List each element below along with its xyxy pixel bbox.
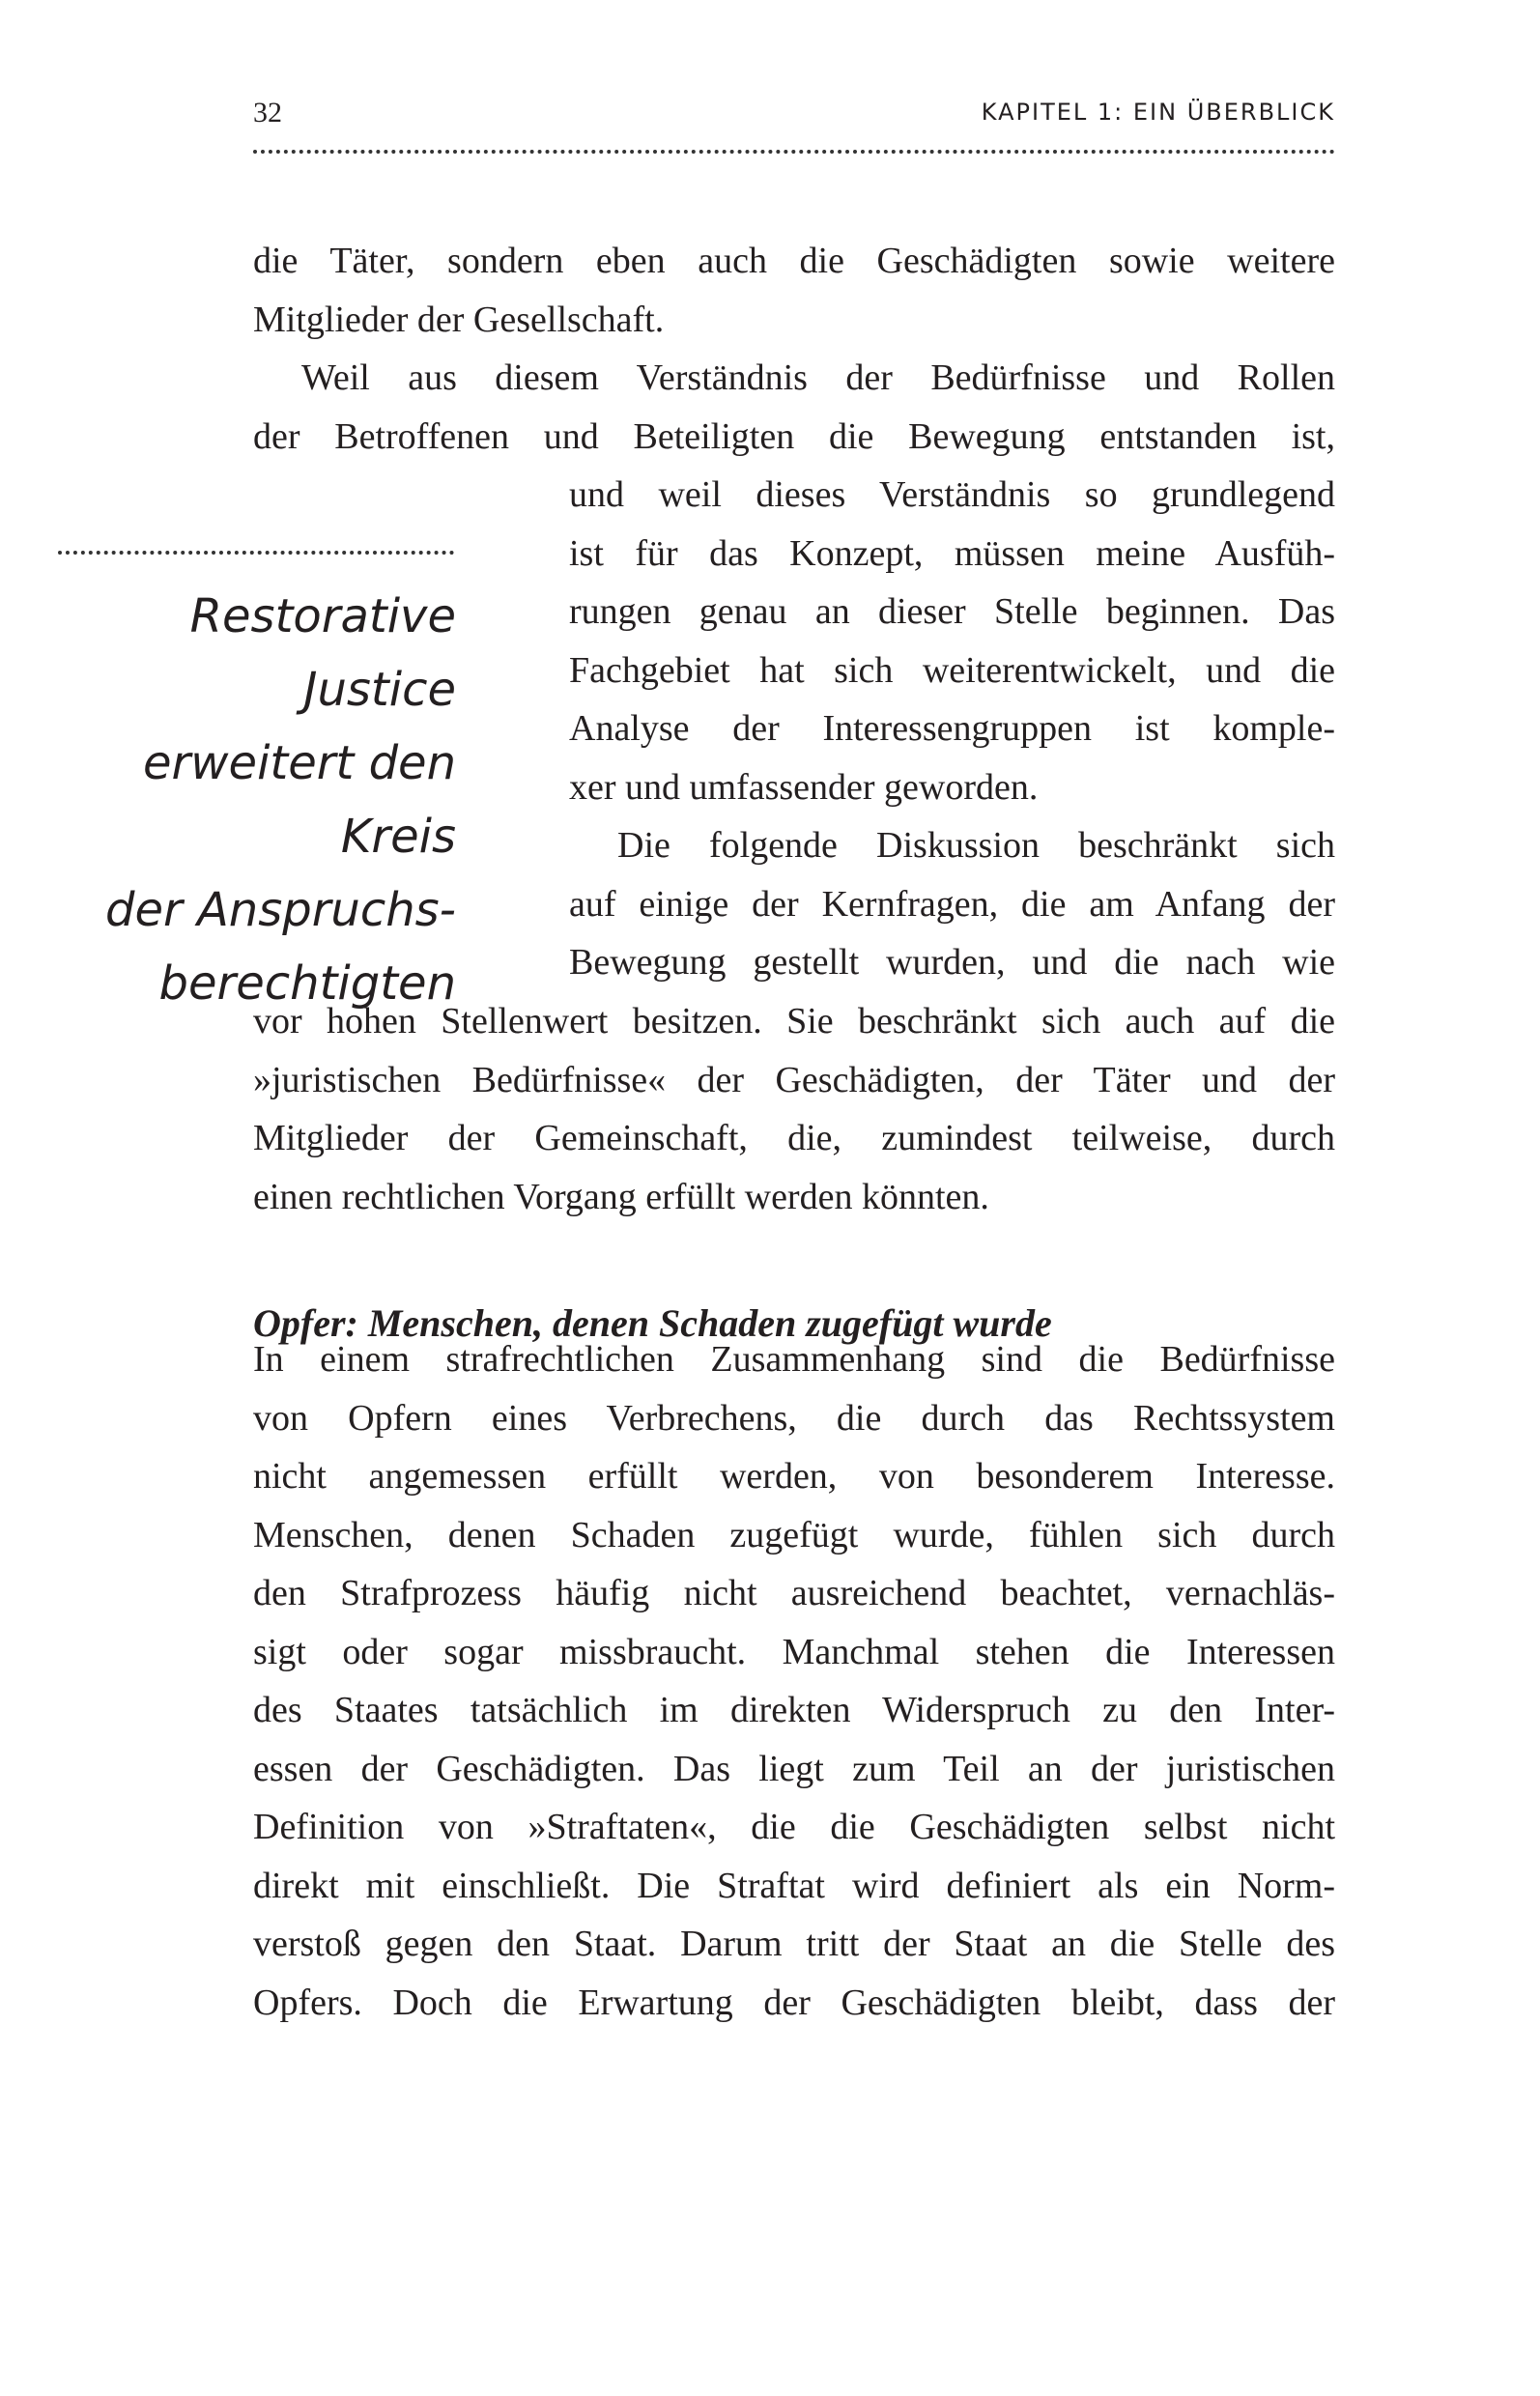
text-line: ist für das Konzept, müssen meine Ausfüh- bbox=[569, 532, 1335, 574]
text-line: Bewegung gestellt wurden, und die nach wie bbox=[569, 942, 1335, 983]
pull-quote-line: Restorative Justice bbox=[189, 589, 456, 717]
text-line: und weil dieses Verständnis so grundlegend bbox=[569, 474, 1335, 515]
text-line: Fachgebiet hat sich weiterentwickelt, und die bbox=[569, 649, 1335, 691]
page-number: 32 bbox=[253, 97, 282, 128]
text-line: sigt oder sogar missbraucht. Manchmal stehen die Interessen bbox=[253, 1631, 1335, 1672]
text-line: xer und umfassender geworden. bbox=[569, 766, 1039, 808]
text-line: einen rechtlichen Vorgang erfüllt werden könnten. bbox=[253, 1176, 989, 1217]
paragraph-block-4 bbox=[253, 1330, 1335, 2032]
pull-quote-line: berechtigten bbox=[158, 956, 456, 1011]
text-line: von Opfern eines Verbrechens, die durch das Rechtssystem bbox=[253, 1397, 1335, 1439]
text-line: Weil aus diesem Verständnis der Bedürfnisse und Rollen bbox=[301, 357, 1335, 398]
paragraph-block-2 bbox=[569, 466, 1335, 992]
text-line: In einem strafrechtlichen Zusammenhang sind die Bedürfnisse bbox=[253, 1339, 1335, 1380]
text-line: vor hohen Stellenwert besitzen. Sie beschränkt sich auch auf die bbox=[253, 1001, 1335, 1041]
text-line: Die folgende Diskussion beschränkt sich bbox=[617, 825, 1335, 866]
text-line: nicht angemessen erfüllt werden, von besonderem Interesse. bbox=[253, 1456, 1335, 1497]
text-line: Analyse der Interessengruppen ist komple- bbox=[569, 708, 1335, 749]
text-line: Mitglieder der Gemeinschaft, die, zumindest teilweise, durch bbox=[253, 1118, 1335, 1158]
pull-quote-line: erweitert den Kreis bbox=[143, 736, 456, 864]
header-dotted-rule bbox=[253, 150, 1335, 154]
text-line: essen der Geschädigten. Das liegt zum Teil an der juristischen bbox=[253, 1748, 1335, 1789]
text-line: Mitglieder der Gesellschaft. bbox=[253, 299, 665, 340]
pull-quote-dotted-rule bbox=[58, 551, 454, 555]
paragraph-block-3 bbox=[253, 992, 1335, 1226]
text-line: die Täter, sondern eben auch die Geschädigten sowie weitere bbox=[253, 241, 1335, 281]
text-line: der Betroffenen und Beteiligten die Bewegung entstanden ist, bbox=[253, 415, 1335, 457]
text-line: Menschen, denen Schaden zugefügt wurde, fühlen sich durch bbox=[253, 1514, 1335, 1555]
text-line: den Strafprozess häufig nicht ausreichend beachtet, vernachläs- bbox=[253, 1573, 1335, 1613]
text-line: verstoß gegen den Staat. Darum tritt der Staat an die Stelle des bbox=[253, 1924, 1335, 1964]
running-head: KAPITEL 1: EIN ÜBERBLICK bbox=[981, 99, 1335, 126]
section-heading: Opfer: Menschen, denen Schaden zugefügt wurde bbox=[253, 1301, 1052, 1345]
text-line: des Staates tatsächlich im direkten Widerspruch zu den Inter- bbox=[253, 1690, 1335, 1730]
text-line: direkt mit einschließt. Die Straftat wird definiert als ein Norm- bbox=[253, 1865, 1335, 1906]
text-line: »juristischen Bedürfnisse« der Geschädigten, der Täter und der bbox=[253, 1059, 1335, 1100]
page-header bbox=[253, 97, 1335, 145]
text-line: auf einige der Kernfragen, die am Anfang der bbox=[569, 883, 1335, 925]
paragraph-block-1 bbox=[253, 232, 1335, 466]
pull-quote bbox=[39, 580, 456, 1020]
text-line: rungen genau an dieser Stelle beginnen. Das bbox=[569, 591, 1335, 632]
text-line: Definition von »Straftaten«, die die Geschädigten selbst nicht bbox=[253, 1807, 1335, 1847]
text-line: Opfers. Doch die Erwartung der Geschädigten bleibt, dass der bbox=[253, 1982, 1335, 2023]
pull-quote-line: der Anspruchs- bbox=[104, 883, 456, 937]
